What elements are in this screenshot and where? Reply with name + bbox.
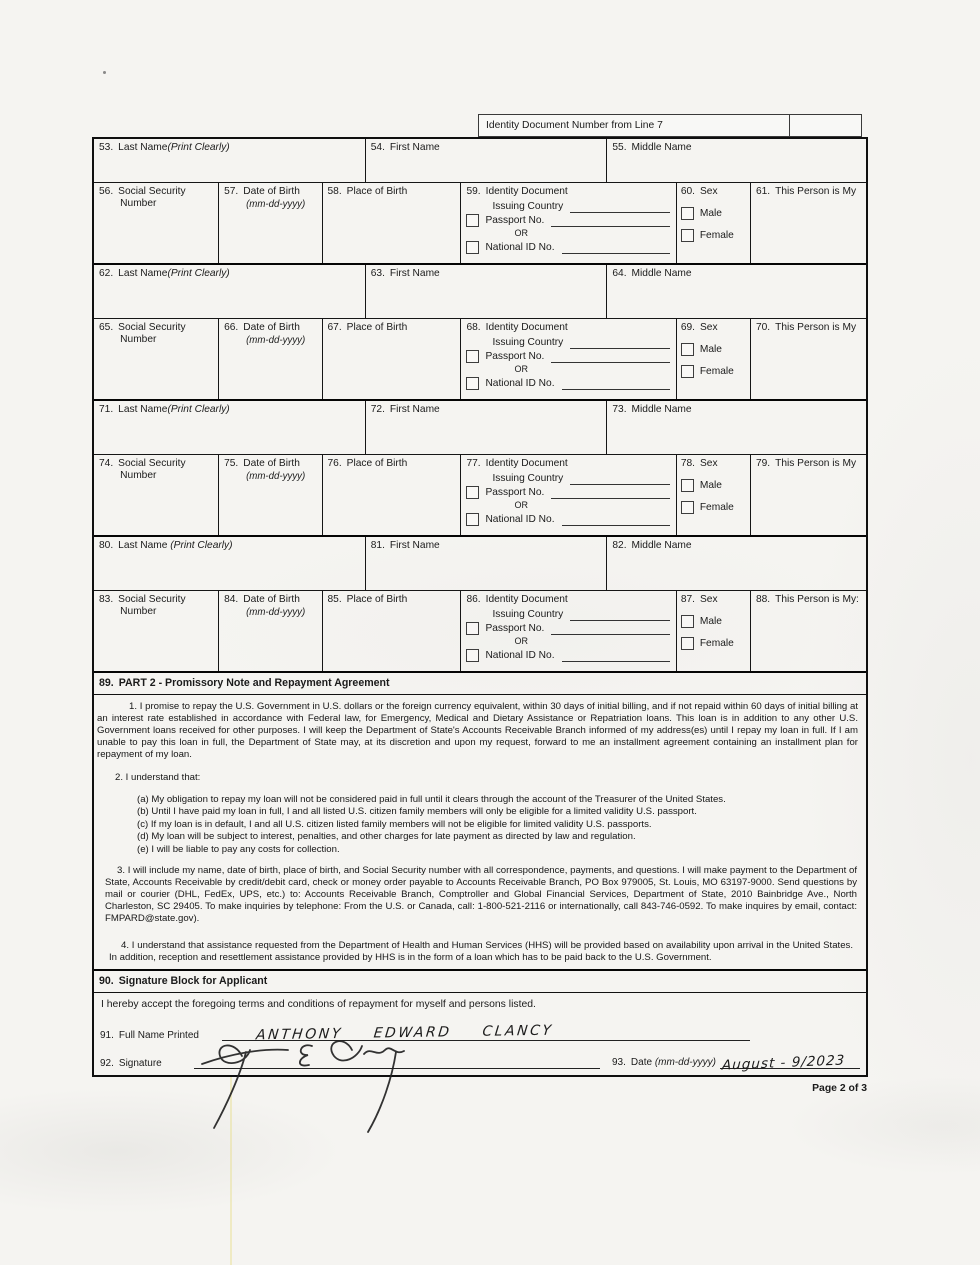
identity-document-cell	[461, 455, 676, 535]
date-of-birth-cell[interactable]	[219, 591, 322, 671]
sex-label: 69. Sex	[680, 322, 718, 333]
last-name-cell[interactable]	[94, 139, 366, 182]
first-name-label: 63. First Name	[370, 268, 440, 279]
issuing-country-line[interactable]	[570, 472, 670, 485]
handwritten-full-name: ANTHONY EDWARD CLANCY	[255, 1022, 555, 1044]
handwritten-date: August - 9/2023	[721, 1052, 846, 1074]
date-of-birth-cell[interactable]	[219, 183, 322, 263]
national-id-checkbox[interactable]	[466, 513, 479, 526]
middle-name-label: 73. Middle Name	[612, 404, 692, 415]
family-member-block	[94, 537, 866, 673]
male-checkbox[interactable]	[681, 615, 694, 628]
female-checkbox[interactable]	[681, 501, 694, 514]
form-body	[92, 137, 868, 1077]
part2-list	[137, 794, 861, 857]
first-name-label: 81. First Name	[370, 540, 440, 551]
relationship-label: 88. This Person is My:	[755, 594, 859, 605]
ssn-cell[interactable]	[94, 183, 219, 263]
identity-document-cell	[461, 319, 676, 399]
passport-checkbox[interactable]	[466, 622, 479, 635]
relationship-cell[interactable]	[751, 591, 866, 671]
issuing-country-line[interactable]	[570, 200, 670, 213]
sex-label: 78. Sex	[680, 458, 718, 469]
part2-paragraph-1: 1. I promise to repay the U.S. Government in U.S. dollars or the foreign currency equivalent, within 30 days of initial billing, and if not repaid within 60 days of initial billing at an interest rate established in accordance with Federal law, for Emergency, Medical and Dietary Assistance or Repatriation loans. This loan is in addition to any other U.S. Government loans received for other purposes. I will keep the Department of State's Accounts Receivable Branch informed of my address(es) until I repay my loan in full. If I am unable to pay this loan in full, the Department of State may, at its discretion and upon my request, forward to me an installment agreement containing an installment plan for repayment of my loan.	[97, 701, 858, 761]
last-name-label: 53. Last Name(Print Clearly)	[99, 142, 230, 153]
date-label: 93. Date (mm-dd-yyyy)	[612, 1057, 716, 1068]
passport-label: Passport No.	[485, 215, 545, 226]
identity-document-label: 77. Identity Document	[466, 458, 568, 469]
ssn-label: 74. Social Security Number	[99, 458, 186, 481]
sex-label: 87. Sex	[680, 594, 718, 605]
promissory-note-text	[94, 695, 866, 971]
last-name-cell[interactable]	[94, 265, 366, 318]
issuing-country-label: Issuing Country	[492, 609, 564, 620]
female-label: Female	[699, 502, 734, 513]
date-of-birth-label: 75. Date of Birth (mm-dd-yyyy)	[224, 458, 306, 482]
middle-name-cell[interactable]	[607, 401, 866, 454]
male-label: Male	[699, 208, 722, 219]
female-label: Female	[699, 230, 734, 241]
scan-speck	[103, 71, 106, 74]
family-member-blocks	[94, 139, 866, 673]
middle-name-cell[interactable]	[607, 265, 866, 318]
national-id-label: National ID No.	[485, 242, 555, 253]
place-of-birth-cell[interactable]	[323, 183, 462, 263]
scan-streak	[230, 1076, 232, 1265]
passport-label: Passport No.	[485, 351, 545, 362]
national-id-label: National ID No.	[485, 514, 555, 525]
passport-number-line[interactable]	[551, 350, 669, 363]
first-name-cell[interactable]	[366, 537, 608, 590]
sex-cell	[677, 591, 751, 671]
part2-item-c: (c) If my loan is in default, I and all U.S. citizen listed family members will not be eligible for limited validity U.S. passports.	[137, 818, 652, 830]
male-label: Male	[699, 616, 722, 627]
middle-name-cell[interactable]	[607, 139, 866, 182]
national-id-number-line[interactable]	[562, 241, 670, 254]
family-member-block	[94, 401, 866, 537]
family-member-block	[94, 139, 866, 265]
last-name-label: 71. Last Name(Print Clearly)	[99, 404, 230, 415]
national-id-number-line[interactable]	[562, 649, 670, 662]
last-name-cell[interactable]	[94, 537, 366, 590]
middle-name-label: 64. Middle Name	[612, 268, 692, 279]
part2-paragraph-3: 3. I will include my name, date of birth, place of birth, and Social Security number with all correspondence, payments, and questions. I will make payment to the Department of State, Accounts Receivable by credit/debit card, check or money order payable to Accounts Receivable Branch, PO Box 979005, St. Louis, MO 63197-9000. Send questions by mail or courier (DHL, FedEx, UPS, etc.) to: Accounts Receivable Branch, Comptroller and Global Financial Services, Department of State, 2010 Bainbridge Ave., North Charleston, SC 29405. To make inquiries by telephone: From the U.S. or Canada, call: 1-800-521-2116 or internationally, call 843-746-0592. To make inquires by email, contact: FMPARD@state.gov).	[105, 864, 857, 924]
date-line[interactable]	[720, 1051, 860, 1074]
or-label: OR	[514, 228, 528, 238]
page-number: Page 2 of 3	[812, 1083, 867, 1094]
passport-checkbox[interactable]	[466, 486, 479, 499]
passport-number-line[interactable]	[551, 214, 669, 227]
ssn-cell[interactable]	[94, 455, 219, 535]
signature-label: 92. Signature	[100, 1058, 162, 1069]
first-name-cell[interactable]	[366, 401, 608, 454]
place-of-birth-cell[interactable]	[323, 591, 462, 671]
relationship-cell[interactable]	[751, 455, 866, 535]
middle-name-label: 82. Middle Name	[612, 540, 692, 551]
place-of-birth-label: 67. Place of Birth	[327, 322, 408, 333]
passport-label: Passport No.	[485, 623, 545, 634]
place-of-birth-cell[interactable]	[323, 455, 462, 535]
female-checkbox[interactable]	[681, 637, 694, 650]
acceptance-statement: I hereby accept the foregoing terms and conditions of repayment for myself and persons listed.	[101, 999, 536, 1010]
or-label: OR	[514, 636, 528, 646]
passport-label: Passport No.	[485, 487, 545, 498]
applicant-signature-ink	[196, 1032, 496, 1082]
national-id-number-line[interactable]	[562, 513, 670, 526]
relationship-label: 70. This Person is My	[755, 322, 857, 333]
identity-document-number-box[interactable]	[478, 114, 862, 137]
relationship-label: 79. This Person is My	[755, 458, 857, 469]
ssn-label: 56. Social Security Number	[99, 186, 186, 209]
sex-cell	[677, 455, 751, 535]
middle-name-label: 55. Middle Name	[612, 142, 692, 153]
place-of-birth-label: 85. Place of Birth	[327, 594, 408, 605]
first-name-label: 72. First Name	[370, 404, 440, 415]
idnum-box-divider	[789, 115, 790, 136]
relationship-cell[interactable]	[751, 319, 866, 399]
relationship-cell[interactable]	[751, 183, 866, 263]
male-checkbox[interactable]	[681, 479, 694, 492]
last-name-label: 80. Last Name (Print Clearly)	[99, 540, 233, 551]
or-label: OR	[514, 364, 528, 374]
issuing-country-label: Issuing Country	[492, 473, 564, 484]
ssn-cell[interactable]	[94, 319, 219, 399]
male-label: Male	[699, 480, 722, 491]
identity-document-label: 59. Identity Document	[466, 186, 568, 197]
part2-item-a: (a) My obligation to repay my loan will not be considered paid in full until it clears through the account of the Treasurer of the United States.	[137, 793, 726, 805]
passport-number-line[interactable]	[551, 622, 669, 635]
issuing-country-line[interactable]	[570, 608, 670, 621]
passport-checkbox[interactable]	[466, 350, 479, 363]
national-id-number-line[interactable]	[562, 377, 670, 390]
date-of-birth-cell[interactable]	[219, 319, 322, 399]
national-id-label: National ID No.	[485, 378, 555, 389]
male-checkbox[interactable]	[681, 343, 694, 356]
ssn-cell[interactable]	[94, 591, 219, 671]
first-name-cell[interactable]	[366, 139, 608, 182]
female-checkbox[interactable]	[681, 229, 694, 242]
female-label: Female	[699, 366, 734, 377]
ssn-label: 65. Social Security Number	[99, 322, 186, 345]
ssn-label: 83. Social Security Number	[99, 594, 186, 617]
signature-block-body	[94, 993, 866, 1075]
male-checkbox[interactable]	[681, 207, 694, 220]
place-of-birth-cell[interactable]	[323, 319, 462, 399]
date-of-birth-label: 84. Date of Birth (mm-dd-yyyy)	[224, 594, 306, 618]
signature-block-header: 90. Signature Block for Applicant	[94, 971, 866, 993]
last-name-label: 62. Last Name(Print Clearly)	[99, 268, 230, 279]
place-of-birth-label: 76. Place of Birth	[327, 458, 408, 469]
part2-paragraph-4: 4. I understand that assistance requested from the Department of Health and Human Services (HHS) will be provided based on availability upon arrival in the United States. In addition, reception and resettlement assistance provided by HHS is in the form of a loan which has to be paid back to the U.S. Government.	[109, 940, 853, 964]
date-of-birth-cell[interactable]	[219, 455, 322, 535]
sex-cell	[677, 183, 751, 263]
place-of-birth-label: 58. Place of Birth	[327, 186, 408, 197]
identity-document-number-label: Identity Document Number from Line 7	[486, 120, 663, 131]
female-checkbox[interactable]	[681, 365, 694, 378]
middle-name-cell[interactable]	[607, 537, 866, 590]
first-name-cell[interactable]	[366, 265, 608, 318]
part2-header: 89. PART 2 - Promissory Note and Repayment Agreement	[94, 673, 866, 695]
issuing-country-label: Issuing Country	[492, 337, 564, 348]
national-id-checkbox[interactable]	[466, 377, 479, 390]
national-id-label: National ID No.	[485, 650, 555, 661]
passport-number-line[interactable]	[551, 486, 669, 499]
date-of-birth-label: 66. Date of Birth (mm-dd-yyyy)	[224, 322, 306, 346]
sex-label: 60. Sex	[680, 186, 718, 197]
identity-document-label: 86. Identity Document	[466, 594, 568, 605]
or-label: OR	[514, 500, 528, 510]
national-id-checkbox[interactable]	[466, 649, 479, 662]
issuing-country-label: Issuing Country	[492, 201, 564, 212]
last-name-cell[interactable]	[94, 401, 366, 454]
relationship-label: 61. This Person is My	[755, 186, 857, 197]
identity-document-cell	[461, 591, 676, 671]
national-id-checkbox[interactable]	[466, 241, 479, 254]
part2-paragraph-2-intro: 2. I understand that:	[115, 772, 201, 784]
part2-item-e: (e) I will be liable to pay any costs for collection.	[137, 843, 340, 855]
issuing-country-line[interactable]	[570, 336, 670, 349]
part2-item-d: (d) My loan will be subject to interest, penalties, and other charges for late payment as directed by law and regulation.	[137, 831, 636, 843]
male-label: Male	[699, 344, 722, 355]
first-name-label: 54. First Name	[370, 142, 440, 153]
passport-checkbox[interactable]	[466, 214, 479, 227]
female-label: Female	[699, 638, 734, 649]
date-of-birth-label: 57. Date of Birth (mm-dd-yyyy)	[224, 186, 306, 210]
sex-cell	[677, 319, 751, 399]
identity-document-cell	[461, 183, 676, 263]
family-member-block	[94, 265, 866, 401]
identity-document-label: 68. Identity Document	[466, 322, 568, 333]
full-name-printed-label: 91. Full Name Printed	[100, 1030, 199, 1041]
part2-item-b: (b) Until I have paid my loan in full, I and all listed U.S. citizen family members will only be eligible for a limited validity U.S. passport.	[137, 806, 697, 818]
